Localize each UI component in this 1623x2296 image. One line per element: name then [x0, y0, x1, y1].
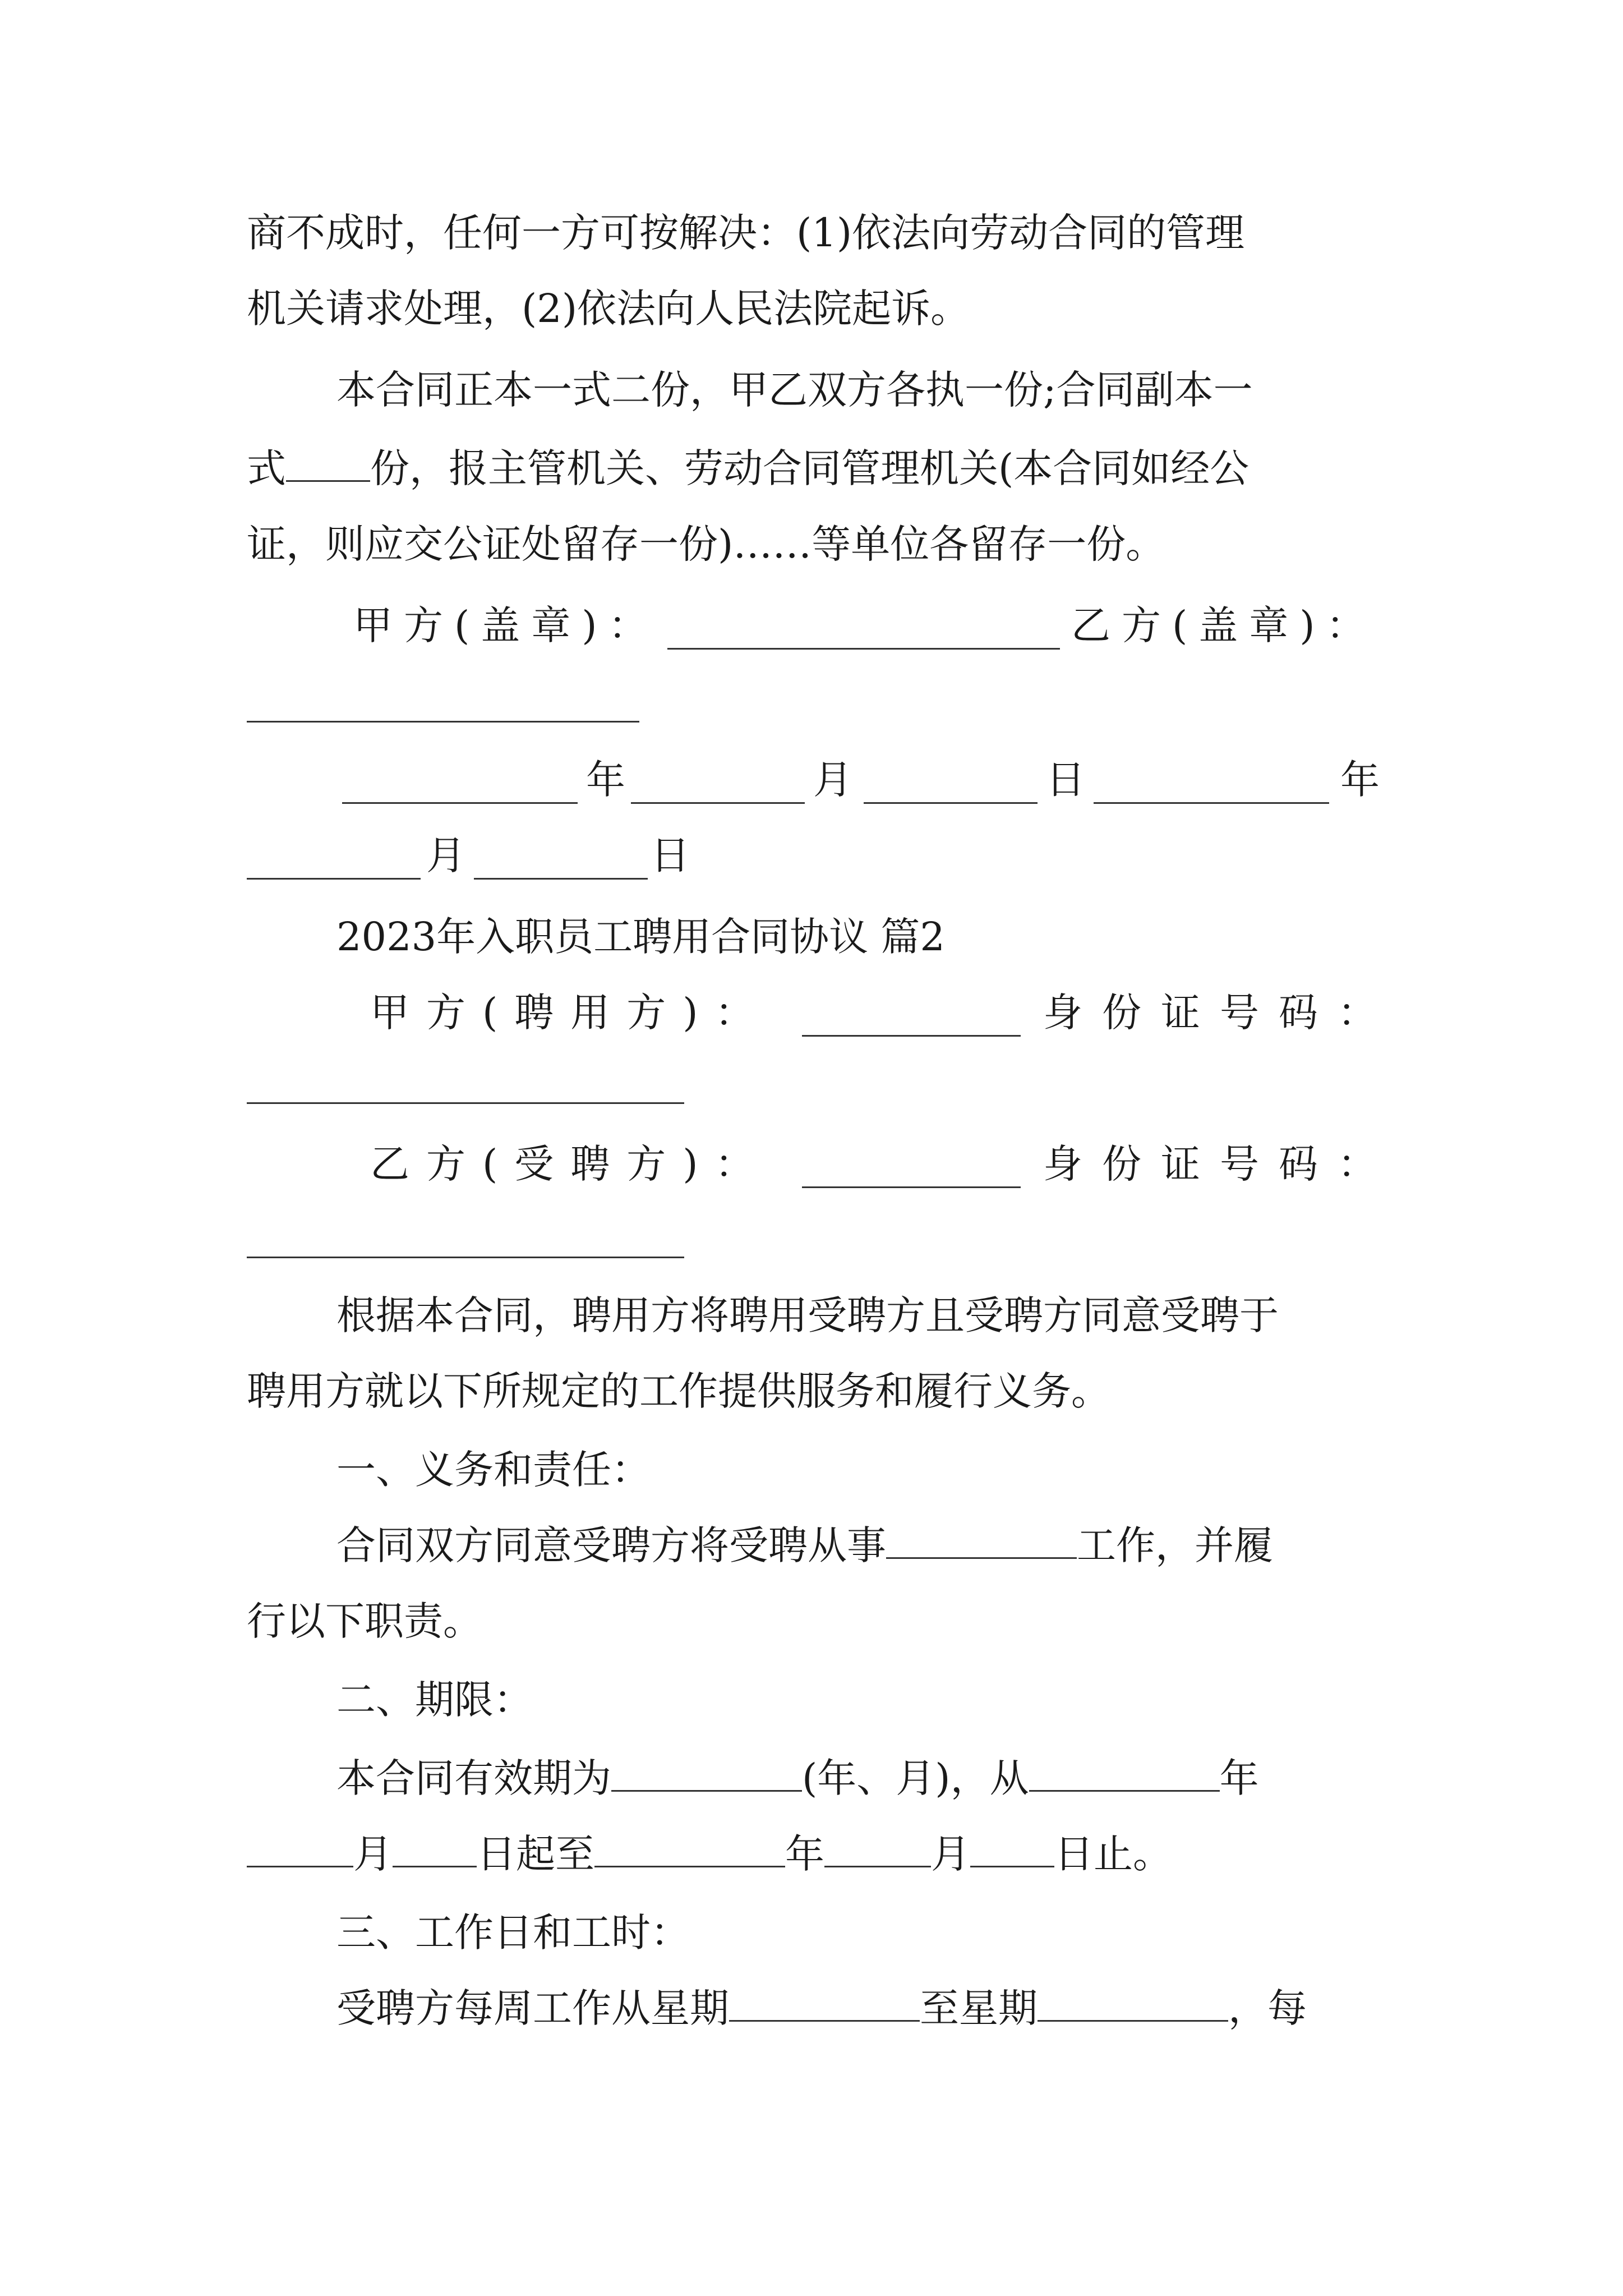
blank-end-year[interactable] — [594, 1831, 785, 1867]
label-month-a: 月 — [813, 757, 852, 803]
blank-party-b-name[interactable] — [802, 1186, 1021, 1188]
blank-job[interactable] — [886, 1522, 1077, 1559]
blank-start-month[interactable] — [247, 1831, 353, 1867]
para-line-1: 商不成时，任何一方可按解决：(1)依法向劳动合同的管理 — [247, 210, 1245, 256]
blank-start-day[interactable] — [393, 1831, 477, 1867]
blank-weekday-from[interactable] — [729, 1985, 920, 2022]
para-copies-line-3: 证，则应交公证处留存一份)……等单位各留存一份。 — [247, 521, 1165, 567]
section-1-line-1: 合同双方同意受聘方将受聘从事 工作，并履 — [336, 1522, 1273, 1568]
para-copies-line-1: 本合同正本一式二份，甲乙双方各执一份;合同副本一 — [336, 367, 1253, 413]
intro-line-2: 聘用方就以下所规定的工作提供服务和履行义务。 — [247, 1368, 1110, 1414]
party-a-id-label: 身份证号码： — [1043, 990, 1396, 1036]
blank-start-year[interactable] — [1029, 1755, 1220, 1792]
party-b-id-label: 身份证号码： — [1043, 1141, 1396, 1187]
para-copies-line-2: 式 份，报主管机关、劳动合同管理机关(本合同如经公 — [247, 445, 1249, 491]
blank-year-b[interactable] — [1094, 802, 1329, 804]
label-year-a: 年 — [586, 757, 625, 803]
blank-sign-b[interactable] — [247, 721, 639, 723]
blank-party-a-id[interactable] — [247, 1102, 684, 1104]
sign-party-b-label: 乙方(盖章)： — [1071, 602, 1377, 648]
sign-party-a-label: 甲方(盖章)： — [353, 602, 659, 648]
intro-line-1: 根据本合同，聘用方将聘用受聘方且受聘方同意受聘于 — [336, 1292, 1279, 1338]
blank-copies[interactable] — [286, 445, 370, 482]
blank-day-a[interactable] — [864, 802, 1038, 804]
section-2-line-1: 本合同有效期为 (年、月)，从 年 — [336, 1755, 1259, 1801]
section-2-line-2: 月 日起至 年 月 日止。 — [247, 1829, 1172, 1879]
blank-party-b-id[interactable] — [247, 1257, 684, 1258]
blank-term[interactable] — [611, 1755, 802, 1792]
blank-weekday-to[interactable] — [1038, 1985, 1228, 2022]
label-day-a: 日 — [1046, 757, 1085, 803]
para-line-2: 机关请求处理，(2)依法向人民法院起诉。 — [247, 286, 970, 332]
party-a-label: 甲方(聘用方)： — [370, 990, 771, 1036]
section-3-line-1: 受聘方每周工作从星期 至星期 ，每 — [336, 1985, 1307, 2031]
section-title: 2023年入职员工聘用合同协议 篇2 — [336, 914, 945, 960]
blank-day-b[interactable] — [474, 878, 648, 880]
blank-sign-a[interactable] — [667, 648, 1060, 650]
label-day-b: 日 — [651, 832, 690, 878]
party-b-label: 乙方(受聘方)： — [370, 1141, 771, 1187]
blank-party-a-name[interactable] — [802, 1035, 1021, 1037]
section-1-heading: 一、义务和责任： — [336, 1447, 651, 1493]
section-2-heading: 二、期限： — [336, 1677, 533, 1723]
blank-end-day[interactable] — [970, 1831, 1054, 1867]
label-month-b: 月 — [426, 832, 465, 878]
blank-end-month[interactable] — [824, 1831, 931, 1867]
label-year-b: 年 — [1340, 757, 1380, 803]
blank-year-a[interactable] — [342, 802, 578, 804]
section-3-heading: 三、工作日和工时： — [336, 1910, 690, 1955]
section-1-line-2: 行以下职责。 — [247, 1598, 482, 1644]
blank-month-a[interactable] — [631, 802, 805, 804]
blank-month-b[interactable] — [247, 878, 421, 880]
